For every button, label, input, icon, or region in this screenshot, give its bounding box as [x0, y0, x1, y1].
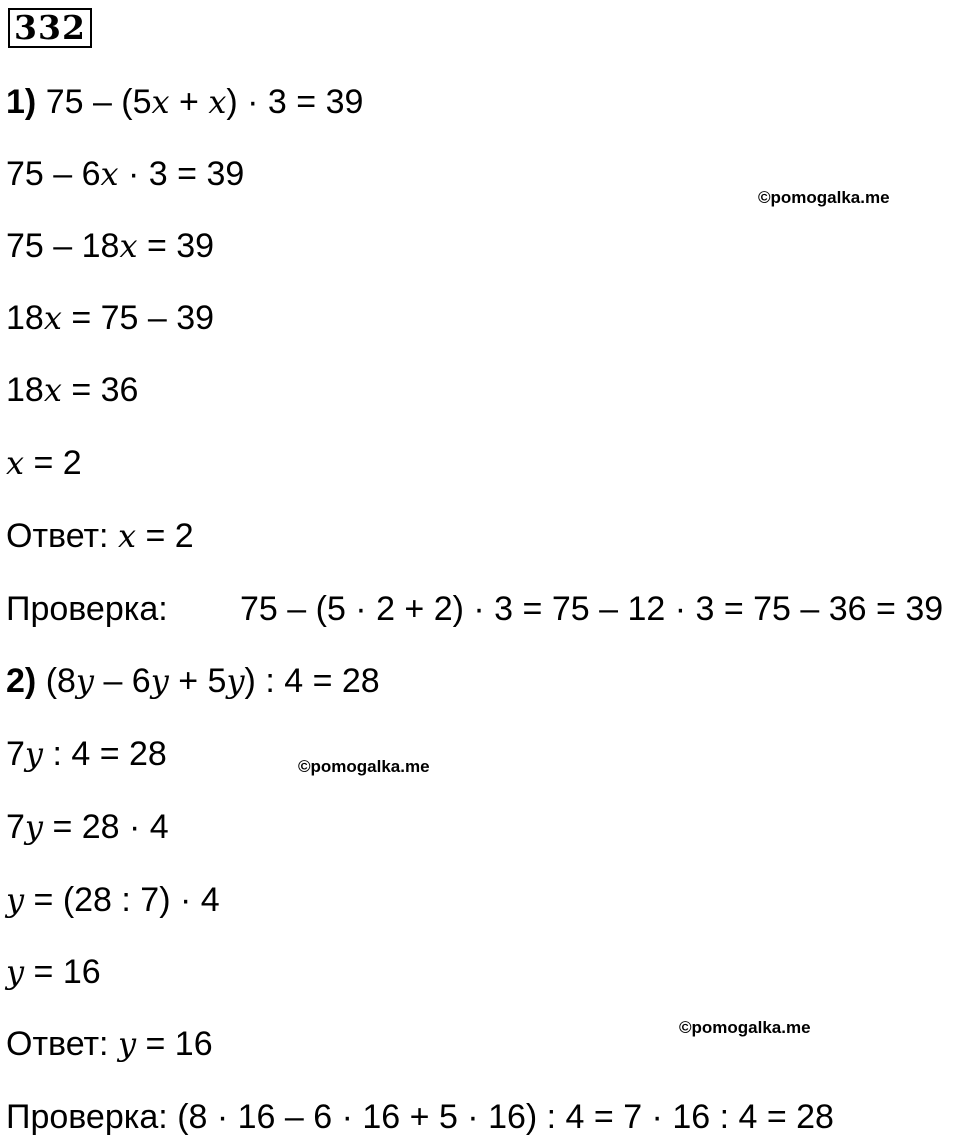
part2-check-label: Проверка: [6, 1098, 168, 1136]
part2-step-1 [6, 661, 380, 701]
part1-check-label: Проверка: [6, 590, 168, 628]
problem-number-badge: 332 [8, 8, 92, 48]
part1-step-6: x = 2 [6, 444, 82, 482]
part2-check [6, 1097, 834, 1137]
part2-step-1-text: (8y – 6y + 5y) : 4 = 28 [45, 662, 380, 700]
part2-check-expression: (8 · 16 – 6 · 16 + 5 · 16) : 4 = 7 · 16 : 4 = 28 [177, 1098, 834, 1136]
part2-step-2: 7y : 4 = 28 [6, 735, 167, 773]
part1-step-3: 75 – 18x = 39 [6, 227, 215, 265]
part2-step-4: y = (28 : 7) · 4 [6, 881, 220, 919]
part1-label: 1) [6, 83, 37, 121]
part1-step-1-text: 75 – (5x + x) · 3 = 39 [45, 83, 364, 121]
part1-check-expression: 75 – (5 · 2 + 2) · 3 = 75 – 12 · 3 = 75 – 36 = 39 [240, 590, 944, 628]
part2-answer [6, 1024, 213, 1064]
part1-step-1 [6, 82, 363, 122]
part1-step-4: 18x = 75 – 39 [6, 299, 215, 337]
watermark-2: ©pomogalka.me [298, 757, 430, 776]
part2-label: 2) [6, 662, 37, 700]
watermark-1: ©pomogalka.me [758, 188, 890, 207]
part2-answer-value: y = 16 [117, 1025, 213, 1063]
part2-step-3: 7y = 28 · 4 [6, 808, 169, 846]
watermark-3: ©pomogalka.me [679, 1018, 811, 1037]
part1-step-5: 18x = 36 [6, 371, 139, 409]
part1-step-2: 75 – 6x · 3 = 39 [6, 155, 245, 193]
part1-answer-label: Ответ: [6, 517, 109, 555]
part1-answer [6, 516, 194, 556]
part1-answer-value: x = 2 [117, 517, 194, 555]
part2-answer-label: Ответ: [6, 1025, 109, 1063]
part2-step-5: y = 16 [6, 953, 101, 991]
